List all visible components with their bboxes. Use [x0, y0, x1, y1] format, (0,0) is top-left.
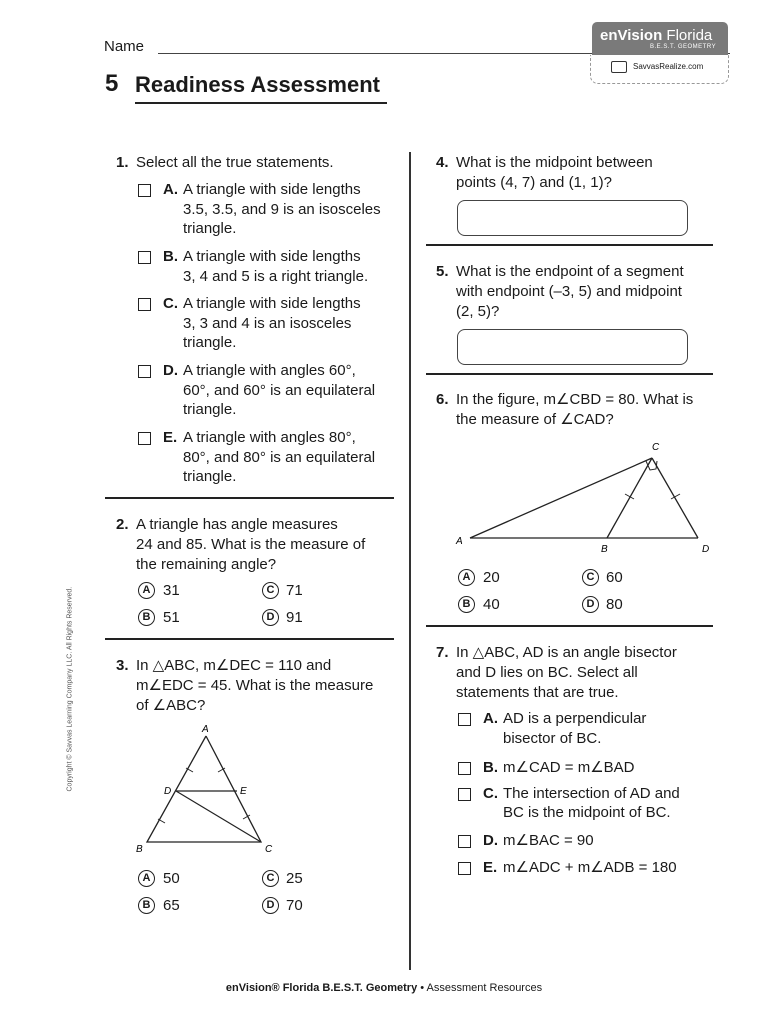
question-text: Select all the true statements. [136, 154, 334, 171]
question-number: 4. [436, 154, 449, 171]
choice-bubble[interactable]: C [262, 870, 279, 887]
option-line: triangle. [183, 220, 237, 237]
answer-box[interactable] [457, 200, 688, 236]
question-text-line: In △ABC, m∠DEC = 110 and [136, 657, 332, 674]
section-divider [426, 244, 713, 246]
choice-value: 51 [163, 609, 180, 626]
checkbox[interactable] [138, 251, 151, 264]
choice-value: 20 [483, 569, 500, 586]
option-line: triangle. [183, 334, 237, 351]
unit-number: 5 [105, 70, 119, 97]
option-line: triangle. [183, 468, 237, 485]
option-letter: A. [483, 710, 498, 727]
checkbox[interactable] [138, 184, 151, 197]
choice-value: 50 [163, 870, 180, 887]
checkbox[interactable] [458, 835, 471, 848]
vertex-label-b: B [136, 844, 143, 855]
choice-bubble[interactable]: B [458, 596, 475, 613]
vertex-label-e: E [240, 786, 247, 797]
option-line: A triangle with side lengths [183, 248, 361, 265]
question-text-line: and D lies on BC. Select all [456, 664, 638, 681]
option-letter: B. [163, 248, 178, 265]
copyright-notice: Copyright © Savvas Learning Company LLC. All Rights Reserved. [66, 586, 74, 792]
option-letter: B. [483, 759, 498, 776]
name-label: Name [104, 38, 145, 55]
option-line: 60°, and 60° is an equilateral [183, 382, 376, 399]
laptop-icon [611, 61, 627, 73]
choice-value: 70 [286, 897, 303, 914]
question-text-line: 24 and 85. What is the measure of [136, 536, 366, 553]
vertex-label-d: D [164, 786, 172, 797]
choice-bubble[interactable]: C [262, 582, 279, 599]
checkbox[interactable] [138, 365, 151, 378]
option-letter: E. [163, 429, 178, 446]
option-line: BC is the midpoint of BC. [503, 804, 671, 821]
page-title: Readiness Assessment [135, 72, 380, 97]
choice-bubble[interactable]: A [138, 870, 155, 887]
page-footer [0, 982, 768, 994]
vertex-label-c: C [652, 442, 660, 453]
logo-brand: enVision [600, 27, 663, 44]
option-line: A triangle with side lengths [183, 181, 361, 198]
q3-triangle-figure [130, 722, 290, 858]
choice-value: 60 [606, 569, 623, 586]
choice-value: 80 [606, 596, 623, 613]
logo-subtitle: B.E.S.T. GEOMETRY [650, 44, 717, 50]
section-divider [426, 625, 713, 627]
option-letter: C. [483, 785, 498, 802]
question-text-line: points (4, 7) and (1, 1)? [456, 174, 612, 191]
question-text-line: the measure of ∠CAD? [456, 411, 614, 428]
question-text-line: statements that are true. [456, 684, 619, 701]
choice-bubble[interactable]: B [138, 609, 155, 626]
footer-brand: enVision® Florida B.E.S.T. Geometry [225, 982, 418, 994]
choice-bubble[interactable]: D [262, 609, 279, 626]
vertex-label-d: D [702, 544, 710, 555]
section-divider [105, 497, 394, 499]
section-divider [105, 638, 394, 640]
vertex-label-b: B [601, 544, 608, 555]
footer-separator: • [417, 982, 427, 994]
option-line: bisector of BC. [503, 730, 602, 747]
choice-bubble[interactable]: C [582, 569, 599, 586]
choice-value: 25 [286, 870, 303, 887]
choice-value: 71 [286, 582, 303, 599]
option-line: 3, 4 and 5 is a right triangle. [183, 268, 369, 285]
section-divider [426, 373, 713, 375]
checkbox[interactable] [138, 298, 151, 311]
choice-bubble[interactable]: A [138, 582, 155, 599]
question-number: 7. [436, 644, 449, 661]
realize-text: SavvasRealize.com [633, 62, 704, 71]
checkbox[interactable] [458, 713, 471, 726]
option-line: triangle. [183, 401, 237, 418]
option-line: A triangle with side lengths [183, 295, 361, 312]
checkbox[interactable] [138, 432, 151, 445]
question-number: 3. [116, 657, 129, 674]
option-letter: E. [483, 859, 498, 876]
choice-bubble[interactable]: D [582, 596, 599, 613]
checkbox[interactable] [458, 862, 471, 875]
question-text-line: with endpoint (–3, 5) and midpoint [456, 283, 682, 300]
option-letter: D. [483, 832, 498, 849]
choice-value: 31 [163, 582, 180, 599]
question-number: 2. [116, 516, 129, 533]
option-letter: C. [163, 295, 178, 312]
choice-value: 91 [286, 609, 303, 626]
question-text-line: of ∠ABC? [136, 697, 206, 714]
question-text-line: In △ABC, AD is an angle bisector [456, 644, 677, 661]
checkbox[interactable] [458, 788, 471, 801]
realize-link[interactable] [590, 55, 729, 84]
question-text-line: A triangle has angle measures [136, 516, 338, 533]
choice-value: 40 [483, 596, 500, 613]
vertex-label-a: A [456, 536, 463, 547]
envision-logo [592, 22, 728, 55]
question-text-line: (2, 5)? [456, 303, 500, 320]
choice-bubble[interactable]: A [458, 569, 475, 586]
q6-triangle-figure [450, 436, 720, 558]
option-line: The intersection of AD and [503, 785, 680, 802]
footer-section: Assessment Resources [426, 982, 543, 994]
option-line: m∠ADC + m∠ADB = 180 [503, 859, 677, 876]
question-number: 5. [436, 263, 449, 280]
question-number: 1. [116, 154, 129, 171]
option-letter: D. [163, 362, 178, 379]
title-rule [135, 102, 387, 104]
question-text-line: the remaining angle? [136, 556, 277, 573]
question-number: 6. [436, 391, 449, 408]
question-text-line: What is the endpoint of a segment [456, 263, 684, 280]
question-text-line: In the figure, m∠CBD = 80. What is [456, 391, 694, 408]
option-line: 80°, and 80° is an equilateral [183, 449, 376, 466]
option-line: 3, 3 and 4 is an isosceles [183, 315, 352, 332]
choice-bubble[interactable]: D [262, 897, 279, 914]
vertex-label-a: A [202, 724, 209, 735]
choice-bubble[interactable]: B [138, 897, 155, 914]
option-line: A triangle with angles 60°, [183, 362, 356, 379]
question-text-line: m∠EDC = 45. What is the measure [136, 677, 374, 694]
logo-state: Florida [662, 27, 713, 44]
option-line: A triangle with angles 80°, [183, 429, 356, 446]
choice-value: 65 [163, 897, 180, 914]
column-divider [409, 152, 411, 970]
vertex-label-c: C [265, 844, 273, 855]
checkbox[interactable] [458, 762, 471, 775]
option-line: m∠BAC = 90 [503, 832, 594, 849]
question-text-line: What is the midpoint between [456, 154, 653, 171]
answer-box[interactable] [457, 329, 688, 365]
option-letter: A. [163, 181, 178, 198]
option-line: 3.5, 3.5, and 9 is an isosceles [183, 201, 381, 218]
option-line: m∠CAD = m∠BAD [503, 759, 635, 776]
option-line: AD is a perpendicular [503, 710, 647, 727]
